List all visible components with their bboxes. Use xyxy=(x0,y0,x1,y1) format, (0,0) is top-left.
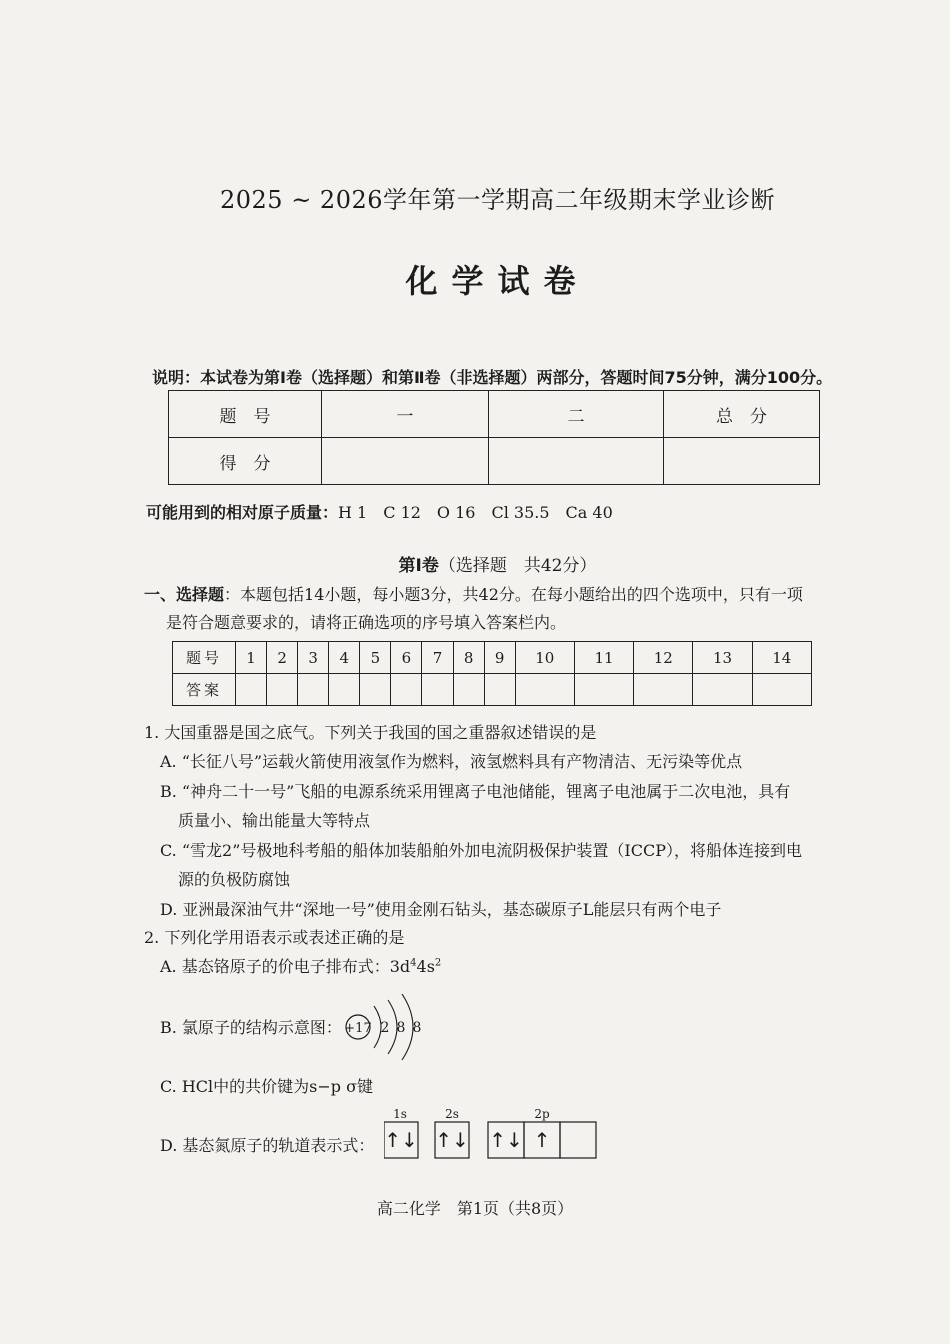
answer-grid-number: 10 xyxy=(515,642,574,674)
answer-grid-number: 1 xyxy=(236,642,267,674)
score-row-label: 得 分 xyxy=(169,438,322,485)
score-cell-total[interactable] xyxy=(664,438,820,485)
answer-cell[interactable] xyxy=(484,674,515,706)
section1-instructions xyxy=(144,582,803,605)
instructions: 说明：本试卷为第Ⅰ卷（选择题）和第Ⅱ卷（非选择题）两部分，答题时间75分钟，满分100分。 xyxy=(152,368,833,387)
nitrogen-orbital-diagram xyxy=(384,1104,604,1164)
answer-cell[interactable] xyxy=(329,674,360,706)
orbital-box-2p-3 xyxy=(560,1122,596,1158)
score-header-label: 题 号 xyxy=(169,391,322,438)
nucleus-charge: +17 xyxy=(344,1021,372,1036)
answer-cell[interactable] xyxy=(515,674,574,706)
q2-option-a-mid: 4s xyxy=(416,957,435,976)
q1-option-b-line1: B. “神舟二十一号”飞船的电源系统采用锂离子电池储能，锂离子电池属于二次电池，具有 xyxy=(160,782,791,801)
answer-cell[interactable] xyxy=(422,674,453,706)
part1-heading-bold: 第Ⅰ卷 xyxy=(398,556,439,576)
orbital-label-1s: 1s xyxy=(393,1107,407,1121)
answer-cell[interactable] xyxy=(360,674,391,706)
q1-option-b-line2: 质量小、输出能量大等特点 xyxy=(178,811,371,830)
section1-text-2: 是符合题意要求的，请将正确选项的序号填入答案栏内。 xyxy=(166,613,567,632)
shell-2-electrons: 8 xyxy=(396,1020,406,1036)
q2-option-a-sup1: 4 xyxy=(410,957,417,969)
section1-text-1: ：本题包括14小题，每小题3分，共42分。在每小题给出的四个选项中，只有一项 xyxy=(224,585,803,604)
q2-option-a xyxy=(160,954,441,977)
answer-cell[interactable] xyxy=(298,674,329,706)
answer-grid-number: 12 xyxy=(634,642,693,674)
q1-option-c-line1: C. “雪龙2”号极地科考船的船体加装船舶外加电流阴极保护装置（ICCP），将船体连接到电 xyxy=(160,841,802,860)
answer-grid-number: 5 xyxy=(360,642,391,674)
answer-cell[interactable] xyxy=(752,674,811,706)
orbital-label-2p: 2p xyxy=(534,1107,550,1121)
answer-grid-number: 11 xyxy=(574,642,633,674)
score-header-part1: 一 xyxy=(322,391,489,438)
answer-grid-number: 3 xyxy=(298,642,329,674)
answer-cell[interactable] xyxy=(391,674,422,706)
answer-grid-number: 9 xyxy=(484,642,515,674)
q2-option-d: D. 基态氮原子的轨道表示式： xyxy=(160,1136,375,1155)
answer-grid-number: 6 xyxy=(391,642,422,674)
q2-option-a-text: A. 基态铬原子的价电子排布式：3d xyxy=(160,957,411,976)
exam-title: 2025 ~ 2026学年第一学期高二年级期末学业诊断 xyxy=(219,186,776,214)
q2-option-c: C. HCl中的共价键为s−p σ键 xyxy=(160,1077,374,1096)
electrons-2p-2: ↑ xyxy=(533,1128,551,1152)
section1-label: 一、选择题 xyxy=(144,585,225,604)
score-header-total: 总 分 xyxy=(664,391,820,438)
subject-title: 化学试卷 xyxy=(405,262,590,300)
chlorine-atom-structure-diagram xyxy=(344,994,434,1064)
score-header-part2: 二 xyxy=(489,391,664,438)
q1-option-d: D. 亚洲最深油气井“深地一号”使用金刚石钻头，基态碳原子L能层只有两个电子 xyxy=(160,900,722,919)
answer-grid-number: 14 xyxy=(752,642,811,674)
part1-heading-rest: （选择题 共42分） xyxy=(438,556,597,576)
answer-cell[interactable] xyxy=(693,674,752,706)
answer-cell[interactable] xyxy=(453,674,484,706)
answer-grid-number: 4 xyxy=(329,642,360,674)
part1-heading xyxy=(0,551,950,576)
answer-grid-number: 7 xyxy=(422,642,453,674)
q2-stem: 2. 下列化学用语表示或表述正确的是 xyxy=(144,928,405,947)
q1-stem: 1. 大国重器是国之底气。下列关于我国的国之重器叙述错误的是 xyxy=(144,723,597,742)
electrons-2p-1: ↑↓ xyxy=(489,1128,523,1152)
answer-grid-number-header: 题号 xyxy=(173,642,236,674)
atomic-masses-label: 可能用到的相对原子质量： xyxy=(146,503,339,522)
page-footer: 高二化学 第1页（共8页） xyxy=(376,1199,574,1218)
answer-grid xyxy=(172,641,812,706)
shell-3-electrons: 8 xyxy=(412,1020,422,1036)
answer-cell[interactable] xyxy=(574,674,633,706)
atomic-masses xyxy=(146,500,613,523)
answer-cell[interactable] xyxy=(634,674,693,706)
answer-cell[interactable] xyxy=(267,674,298,706)
q2-option-b: B. 氯原子的结构示意图： xyxy=(160,1018,342,1037)
answer-grid-number: 13 xyxy=(693,642,752,674)
q2-option-a-sup2: 2 xyxy=(434,957,442,969)
electrons-2s: ↑↓ xyxy=(435,1128,469,1152)
answer-cell[interactable] xyxy=(236,674,267,706)
atomic-masses-values: H 1 C 12 O 16 Cl 35.5 Ca 40 xyxy=(338,503,613,522)
answer-grid-number: 8 xyxy=(453,642,484,674)
score-cell-part1[interactable] xyxy=(322,438,489,485)
answer-grid-answer-header: 答案 xyxy=(173,674,236,706)
q1-option-c-line2: 源的负极防腐蚀 xyxy=(178,870,291,889)
electrons-1s: ↑↓ xyxy=(384,1128,418,1152)
q1-option-a: A. “长征八号”运载火箭使用液氢作为燃料，液氢燃料具有产物清洁、无污染等优点 xyxy=(160,752,743,771)
score-table xyxy=(168,390,820,485)
shell-1-electrons: 2 xyxy=(380,1020,390,1036)
score-cell-part2[interactable] xyxy=(489,438,664,485)
orbital-label-2s: 2s xyxy=(445,1107,459,1121)
answer-grid-number: 2 xyxy=(267,642,298,674)
